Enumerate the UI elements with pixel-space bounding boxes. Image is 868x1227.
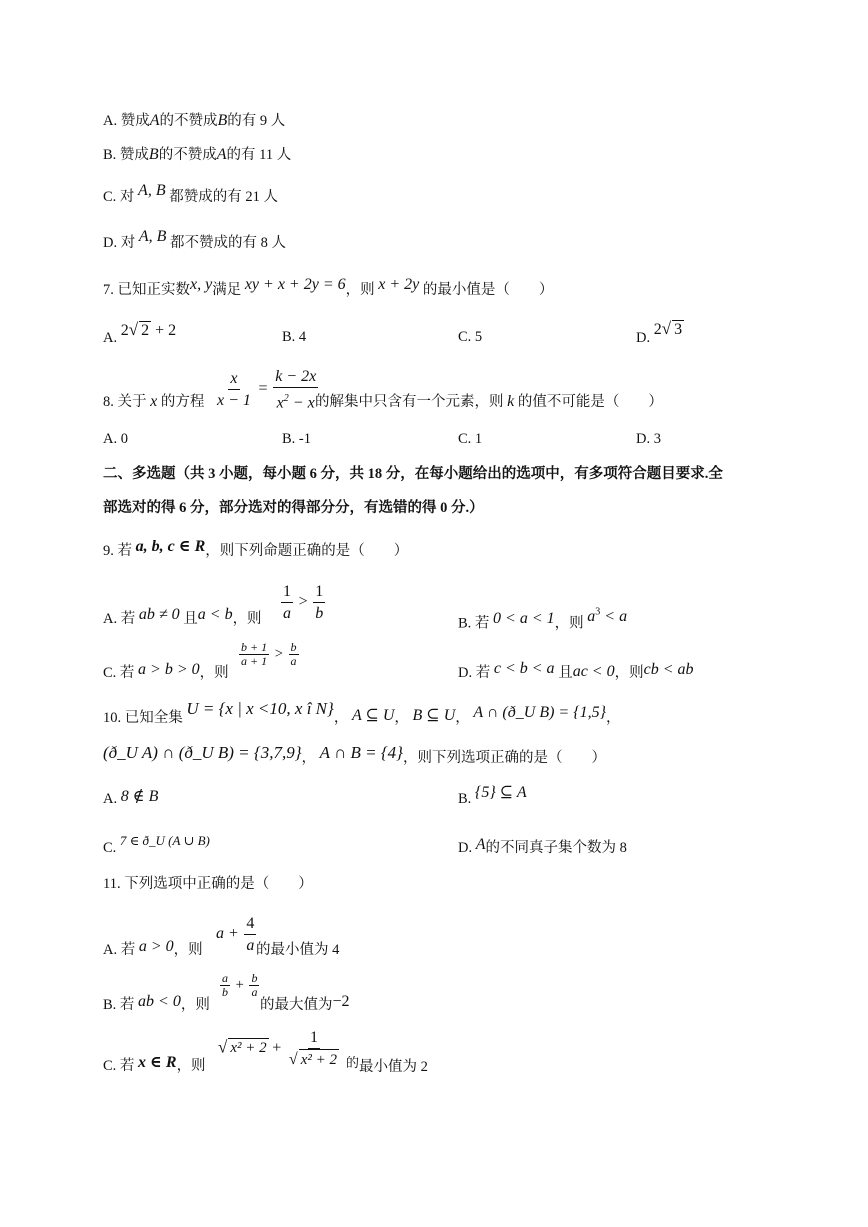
section-heading-line-1: 二、多选题（共 3 小题，每小题 6 分，共 18 分，在每小题给出的选项中，有多项符合题目要求.全 <box>103 466 723 482</box>
q7-option-b[interactable]: B. 4 <box>282 329 307 345</box>
option-label: D. <box>636 330 651 346</box>
math-expression: c < b < a <box>493 660 555 677</box>
separator: ， <box>301 750 317 766</box>
q8-equation: $\frac{x}{x - 1}$ = $\frac{k - 2x}{x^2 - x}$ <box>217 368 317 412</box>
option-label: B. <box>103 997 117 1013</box>
question-text: 的值不可能是（ ） <box>517 394 663 410</box>
math-expression: ac < 0 <box>572 663 615 680</box>
math-expression: x + 2y <box>378 276 420 293</box>
question-11 <box>103 875 313 893</box>
question-9 <box>103 538 409 560</box>
math-var: B <box>148 146 159 163</box>
math-equation: xy + x + 2y = 6 <box>244 276 346 293</box>
option-text: 若 <box>119 997 135 1013</box>
option-text: 赞成 <box>120 113 150 129</box>
q11-option-a[interactable] <box>103 938 203 959</box>
fraction: $\frac{1}{b}$ <box>315 583 324 622</box>
question-10 <box>103 699 621 727</box>
option-text: ，则 <box>199 665 229 681</box>
option-text: ，则 <box>176 1058 206 1074</box>
q6-option-c[interactable] <box>103 182 278 206</box>
option-label: A. <box>103 113 118 129</box>
q7-option-d[interactable] <box>636 319 684 347</box>
question-10-line-2 <box>103 743 606 767</box>
q11-c-tail <box>346 1054 428 1075</box>
q6-option-b[interactable] <box>103 146 291 164</box>
fraction: $\frac{1}{a}$ <box>283 583 291 622</box>
q8-option-d[interactable]: D. 3 <box>636 431 661 447</box>
math-expression: A ∩ B = {4} <box>319 743 403 762</box>
option-label: C. <box>103 665 117 681</box>
q11-option-c[interactable] <box>103 1054 206 1075</box>
option-text: ，则 <box>180 997 210 1013</box>
question-text: 关于 <box>117 394 147 410</box>
option-text: 若 <box>119 1058 135 1074</box>
math-value: −2 <box>332 993 350 1010</box>
math-var: A <box>149 112 160 129</box>
math-var: A <box>475 836 486 853</box>
math-expression: U = {x | x <10, x î N} <box>186 699 334 718</box>
q11-a-tail: 的最小值为 4 <box>256 942 340 958</box>
option-label: C. <box>103 1058 117 1074</box>
math-expression: 2√ 2 + 2 <box>120 320 177 339</box>
fraction: $\frac{1}{\text{√ x² + 2}}$ <box>287 1027 341 1071</box>
math-var: A, B <box>138 228 167 245</box>
option-text: ，则 <box>232 611 262 627</box>
option-text: 且 <box>183 611 198 627</box>
question-7 <box>103 276 554 299</box>
option-label: B. <box>103 147 117 163</box>
option-text: 对 <box>120 235 136 251</box>
option-label: D. <box>103 235 118 251</box>
option-text: ，则 <box>614 665 644 681</box>
option-text: 若 <box>119 665 135 681</box>
question-text: ，则下列命题正确的是（ ） <box>205 543 409 559</box>
question-text: 的解集中只含有一个元素，则 <box>315 394 504 410</box>
q9-option-c[interactable] <box>103 661 229 682</box>
question-8 <box>103 393 204 411</box>
fraction: $\frac{x}{x - 1}$ <box>217 370 251 410</box>
math-expression: {5} ⊆ A <box>474 784 527 801</box>
option-label: C. <box>103 189 117 205</box>
math-expression: 0 < a < 1 <box>493 610 555 628</box>
fraction: $\frac{b + 1}{a + 1}$ <box>241 640 268 668</box>
question-8-tail <box>315 393 663 411</box>
option-text: 若 <box>475 665 491 681</box>
question-text: 若 <box>117 543 132 559</box>
question-number: 9. <box>103 543 114 559</box>
q7-option-a[interactable] <box>103 320 177 347</box>
fraction: $\frac{a}{b}$ <box>222 971 228 999</box>
math-expression: x ∈ R <box>138 1054 177 1071</box>
question-text: 的方程 <box>160 394 205 410</box>
option-text: 的不赞成 <box>158 147 217 163</box>
q9-option-b[interactable] <box>458 607 628 632</box>
option-text: 都赞成的有 21 人 <box>169 189 278 205</box>
option-text: 的有 11 人 <box>226 147 292 163</box>
radicand: x² + 2 <box>230 1040 267 1057</box>
math-var: x, y <box>190 276 213 293</box>
option-text: 的最大值为 <box>260 997 333 1013</box>
option-label: B. <box>458 791 472 807</box>
option-label: A. <box>103 791 118 807</box>
math-expression: a, b, c ∈ R <box>135 538 206 555</box>
question-text: 已知全集 <box>124 710 183 726</box>
q7-option-c[interactable]: C. 5 <box>458 329 483 345</box>
option-label: A. <box>103 611 118 627</box>
separator: ， <box>606 710 621 726</box>
fraction: $\frac{k - 2x}{x^2 - x}$ <box>275 368 317 412</box>
option-text: ，则 <box>173 942 203 958</box>
q9-option-a[interactable] <box>103 606 262 628</box>
question-text: 已知正实数 <box>117 282 190 298</box>
option-text: 的不赞成 <box>159 113 218 129</box>
q10-option-c[interactable] <box>103 833 210 857</box>
q6-option-a[interactable] <box>103 112 285 130</box>
math-expression: (ð_U A) ∩ (ð_U B) = {3,7,9} <box>103 743 302 762</box>
math-var: A, B <box>138 182 166 199</box>
q9-a-inequality: $\frac{1}{a}$ > $\frac{1}{b}$ <box>283 583 324 622</box>
question-number: 11. <box>103 876 121 892</box>
q9-c-inequality: $\frac{b + 1}{a + 1}$ > $\frac{b}{a}$ <box>241 640 297 668</box>
option-text: 的 <box>346 1055 360 1070</box>
math-expression: $a^3 < a$ <box>587 607 628 626</box>
question-text: ，则 <box>345 282 375 298</box>
q10-option-d[interactable] <box>458 836 627 857</box>
q11-b-tail <box>260 993 350 1014</box>
question-text: 下列选项中正确的是（ ） <box>124 876 313 892</box>
math-expression: a < b <box>197 606 233 623</box>
option-text: 若 <box>120 942 136 958</box>
option-text: 最小值为 2 <box>359 1059 428 1075</box>
question-number: 10. <box>103 710 122 726</box>
option-text: 对 <box>119 189 135 205</box>
q8-option-c[interactable]: C. 1 <box>458 431 483 447</box>
q11-a-expression: a + $\frac{4}{a}$ <box>216 915 255 954</box>
q8-option-a[interactable]: A. 0 <box>103 431 128 447</box>
option-label: A. <box>103 942 118 958</box>
option-text: 的有 9 人 <box>227 113 286 129</box>
math-var: A <box>216 146 227 163</box>
fraction: $\frac{b}{a}$ <box>251 971 258 999</box>
q11-b-expression: $\frac{a}{b}$ + $\frac{b}{a}$ <box>222 971 258 999</box>
option-text: 若 <box>474 615 490 632</box>
math-expression: A ⊆ U <box>351 707 395 724</box>
math-expression: B ⊆ U <box>412 707 456 724</box>
question-number: 7. <box>103 282 114 298</box>
option-text: 的不同真子集个数为 8 <box>485 840 627 856</box>
option-label: B. <box>458 615 472 632</box>
option-text: 若 <box>120 611 136 627</box>
separator: ， <box>394 710 409 726</box>
q8-option-b[interactable]: B. -1 <box>282 431 311 447</box>
q6-option-d[interactable] <box>103 228 287 252</box>
math-expression: 8 ∉ B <box>120 788 159 805</box>
q11-c-expression: √ x² + 2 + $\frac{1}{\text{√ x² + 2}}$ <box>218 1027 343 1071</box>
math-var: B <box>217 112 228 129</box>
math-expression: ab ≠ 0 <box>138 606 180 623</box>
section-heading-line-2: 部选对的得 6 分，部分选对的得部分分，有选错的得 0 分.） <box>103 500 484 516</box>
fraction: $\frac{4}{a}$ <box>246 915 255 954</box>
math-expression: A ∩ (ð_U B) = {1,5} <box>473 704 607 721</box>
question-text: 的最小值是（ ） <box>422 282 554 298</box>
q9-option-d[interactable] <box>458 660 694 682</box>
separator: ， <box>333 710 349 726</box>
option-label: D. <box>458 840 473 856</box>
radicand: 2 <box>141 322 150 339</box>
math-expression: a > b > 0 <box>138 661 200 678</box>
math-expression: 2√ 3 <box>653 319 683 338</box>
question-text: 满足 <box>212 282 242 298</box>
option-label: A. <box>103 330 118 346</box>
q10-option-b[interactable] <box>458 784 527 808</box>
question-number: 8. <box>103 394 114 410</box>
option-text: 都不赞成的有 8 人 <box>170 235 287 251</box>
question-text: ，则下列选项正确的是（ ） <box>402 750 606 766</box>
option-text: 且 <box>558 665 573 681</box>
q11-option-b[interactable] <box>103 993 210 1014</box>
fraction: $\frac{b}{a}$ <box>290 640 297 668</box>
math-expression: 7 ∈ ð_U (A ∪ B) <box>119 833 210 848</box>
option-text: 赞成 <box>119 147 149 163</box>
math-expression: cb < ab <box>643 661 694 678</box>
math-expression: a > 0 <box>138 938 174 955</box>
math-expression: ab < 0 <box>138 993 181 1010</box>
separator: ， <box>455 710 470 726</box>
option-label: D. <box>458 665 473 681</box>
option-text: ，则 <box>554 615 584 632</box>
option-label: C. <box>103 840 117 856</box>
math-var: x <box>150 393 158 410</box>
q10-option-a[interactable] <box>103 790 158 808</box>
radicand: 3 <box>674 321 683 338</box>
math-var: k <box>507 393 515 410</box>
